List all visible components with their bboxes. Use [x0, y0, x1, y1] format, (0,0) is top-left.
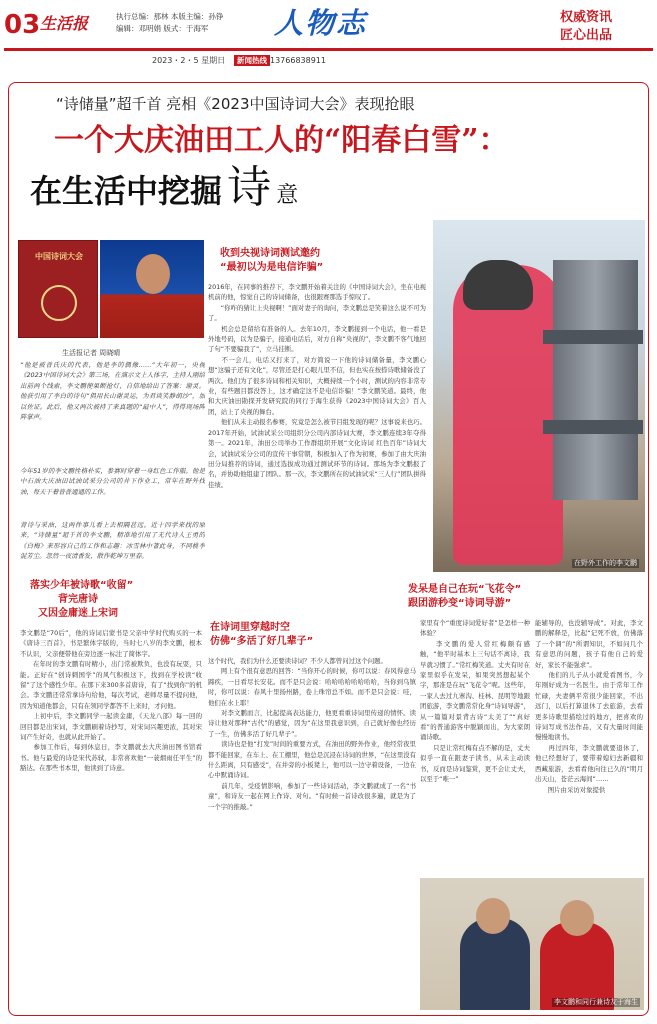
worker-hat	[463, 260, 533, 310]
lead-paragraph-2: 今年51岁的李文鹏性格朴实，参赛时穿着一身红色工作服。他是中石油大庆油田试油试采分公司的井下作业工，常年在野外找油，每天干着普普通通的工作。	[20, 467, 205, 496]
book-ornament	[41, 285, 77, 321]
family-photo	[420, 878, 644, 1010]
hotline-label: 新闻热线	[234, 55, 270, 66]
pipe-flange-2	[543, 420, 643, 434]
book-title: 中国诗词大会	[35, 252, 83, 261]
book-photo	[18, 240, 98, 338]
sec3-body: 这个时代，我们为什么还要读诗词？不少人都曾问过这个问题。 网上有个很有意思的回答：“当你开心的时候，你可以说：春风得意马蹄疾，一日看尽长安花。而不是只会说：哈哈哈哈哈哈哈哈，当你到乌镇时，你可以说：春风十里扬州路，卷上珠帘总不如。而不是只会说：哇，他们在水上耶！ 对李文鹏而言，比起提高表达能力，他更看重诗词里传递的情怀。读诗让他对那种“古代”的感觉，因为“在这里我意识到，自己就好像也经历了一生，仿佛多活了好几辈子”。 读诗也是他“打发”时间的重要方式，在油田的野外作业，他经常夜里都不能回家，在车上、在工棚里，他总是沉浸在诗词的世界，“在这里没有什么距离，只有感受”，在井旁的小板凳上，他可以一边守着设备，一边在心中默诵诗词。 前几年，受疫情影响，参加了一些诗词活动，李文鹏就成了一名“书童”，和诗友一起在网上作诗、对句。“有时候一首诗改很多遍，就是为了一个字的推敲。”	[208, 657, 416, 811]
pipe-equipment	[553, 260, 638, 500]
sec1-title-1: 收到央视诗词测试邀约	[220, 248, 320, 259]
sec4-col2: 能辅导的，也没辅导成”。对此，李文鹏的解释是，比起“记死不放，仿佛落了一个调”的“所谓知识，不如问几个有意思的问题，孩子有他自己的爱好，家长不能强求”。 他们的儿子从小就爱看图书，今年刚好成为一名医生。由于常年工作忙碌，夫妻俩平常很少能回家，不出远门，以后打算退休了去旅游，去看更多诗歌里描绘过的地方，把喜欢的诗词写成书法作品，又有大量时间能慢慢地读书。 再过四年，李文鹏就要退休了，他已经想好了，要带着媳妇去新疆和西藏旅游，去看看他向往已久的“明月出天山，苍茫云海间”…… 图片由采访对象提供	[535, 619, 643, 794]
field-photo-caption: 在野外工作的李文鹏	[574, 559, 637, 567]
editor-line-2: 编辑：邓明娟 版式：于海军	[116, 24, 209, 33]
sec3-title-2: 仿佛“多活了好几辈子”	[210, 636, 314, 647]
sec2-title-3: 又因金庸迷上宋词	[38, 608, 118, 619]
page-number: 03	[4, 10, 41, 40]
sec4-col1: 家里有个“重度诗词爱好者”是怎样一种体验？ 李文鹏的爱人常红梅颇有感触，“他平时基本上三句话不离诗，我早就习惯了。”常红梅笑道。丈夫有时在家里似乎在发呆，如果突然想起某个字，那准是在玩“飞花令”呢。这些年，一家人去过九寨沟、桂林、昆明等地跟团旅游，李文鹏常常化身“诗词导游”，从一篇篇对景背古诗“太美了”“真好看”的普通游客中脱颖而出，为大家朗诵诗歌。 只是让常红梅有点不解的是，丈夫似乎一直在跟妻子读书，从未主动读书，反而是诗词鉴赏，更不会让丈夫，以至于“唯一”	[420, 619, 530, 784]
paper-logo: 生活报	[40, 14, 89, 33]
issue-date: 2023・2・5 星期日	[152, 56, 226, 65]
byline: 生活报记者 周晓晴	[62, 349, 121, 357]
headline-main: 一个大庆油田工人的“阳春白雪”：	[54, 123, 509, 158]
lead-paragraph-3: 背诗与采油，这两件事儿看上去相隔甚远。近十四学来找的原来，“诗储量”超千首的李文鹏，精准地引用了无代诗人王勇的《白梅》来形容自己的工作和志趣：冰雪林中著此身，不同桃李混芳尘。忽然一夜清香发，散作乾坤万里春。	[20, 521, 205, 561]
section-title: 人物志	[274, 6, 368, 40]
portrait-face	[136, 254, 170, 294]
sec1-title-2: “最初以为是电信诈骗”	[220, 262, 324, 273]
headline-sub	[30, 164, 298, 220]
person-left-face	[476, 898, 510, 934]
slogan-2: 匠心出品	[560, 28, 613, 43]
portrait-photo	[100, 240, 204, 338]
sec3-title-1: 在诗词里穿越时空	[210, 622, 290, 633]
headline-kicker: “诗储量”超千首 亮相《2023中国诗词大会》表现抢眼	[56, 95, 415, 113]
worker-figure	[453, 265, 563, 565]
editor-line: 执行总编：那林 本版主编：孙铮	[116, 12, 224, 21]
masthead	[4, 8, 653, 74]
header-rule	[4, 48, 653, 51]
sec2-title-1: 落实少年被诗歌“收留”	[30, 580, 134, 591]
hotline-number: 13766838911	[270, 56, 326, 65]
sec1-body: 2016年，在同事的推荐下，李文鹏开始着关注的《中国诗词大会》，坐在电视机前的他，惊觉自己的诗词储备，也很跟赛那选手惊叹了。 “你咋的猜让上央视啊！”面对妻子的询问，李文鹏总是笑着这么说不可为了。 机会总是留给有准备的人。去年10月，李文鹏接到一个电话，他一看是外地号码，以为是骗子，接通电话后，对方自称“央视的”，李文鹏不客气地回了句“不要骗我了”，立马挂断。 不一会儿，电话又打来了，对方简说一下他的诗词储备量，李文鹏心想“这骗子还有文化”，尽管还是打心眼儿里不信，但也实在按捺诗歌储备没了两次。他们为了很多诗词和相关知识，大概持续一个小时，测试的内容非常专业，有些题目都没答上，这才确定这不是电信诈骗！”李文鹏笑道。最终，他和大庆油田勘探开发研究院的同行于海生获得《2023中国诗词大会》百人团，站上了央视的舞台。 他们从未主动报名参赛，究竟是怎么被节目组发现的呢？这事说来也巧。2017年开始，试油试采公司组织分公司内部诗词大赛，李文鹏连续3年夺得第一。2021年，油田公司举办工作群组织开展“文化诗词 红色百年”诗词大会，试油试采分公司的宣传干事常朝，积极加入了作为初赛，参加了由大庆油田分局推荐的诗词，通过选拔成功通过测试环节的诗词。那场为李文鹏报了名，并协助他组建了团队。那一次，李文鹏所在的试油试采“三人行”团队拼得佳绩。	[208, 283, 426, 489]
sec2-body: 李文鹏是“70后”，他的诗词启蒙书是父亲中学时代购买的一本《唐诗三百首》，书是繁体字版的，当时七八岁的李文鹏，根本不认识，父亲便带他在旁边逐一标注了简体字。 在年时的李文鹏有时精小，出门常被欺负，也没有玩耍，只能。正好在“创诗刺国学”的风气积极这下，找到在学校读“收留”了这个感性少年。在那下来300多首唐诗，有了“找到你”的机会。李文鹏还常常拿诗句给他，每次考试，老师尽量不提问他，因为知道他都会，只有在领同学都答不上来时，才问他。 上初中后，李文鹏同学一起读金庸，《天龙八部》每一回的回目都是出宋词，李文鹏刷着诗抄写，对宋词兴趣更浓，其对宋词产生好奇，也就从此开始了。 参加工作后，每到休息日，李文鹏就去大庆油田图书馆看书。他与最爱的诗是宋代苏轼，非常喜欢他“一蓑烟雨任平生”的豁达。在那些书本里，他读到了诗意。	[20, 629, 202, 773]
pipe-flange	[543, 330, 643, 344]
headline-sub-big: 诗	[227, 162, 272, 213]
lead-paragraph: “他是被普氏庆的代表，他是李的偶像……”大年初一，央视《2023中国诗词大会》第三场，在演示文上人体字，主持人刚给出前两个线索，李文鹏便果断抢灯，自信地给出了答案：谢灵。他获引用了李白的诗句“俱用长山谢灵运，为君谈笑静胡沙”，加以佐证。此后，他又两次被持了来真题的“最中人”，得得现场阵阵掌声。	[20, 361, 205, 422]
family-photo-caption: 李文鹏和同行兼诗友于海生	[554, 998, 638, 1006]
sec4-title-1: 发呆是自己在玩“飞花令”	[408, 584, 522, 595]
slogan-1: 权威资讯	[560, 10, 613, 25]
sec4-title-2: 跟团游秒变“诗词导游”	[408, 598, 512, 609]
headline-sub-end: 意	[276, 183, 299, 208]
field-photo	[433, 220, 645, 572]
sec2-title-2: 背完唐诗	[58, 594, 98, 605]
headline-sub-text: 在生活中挖掘	[30, 172, 223, 210]
person-right-face	[560, 900, 594, 936]
